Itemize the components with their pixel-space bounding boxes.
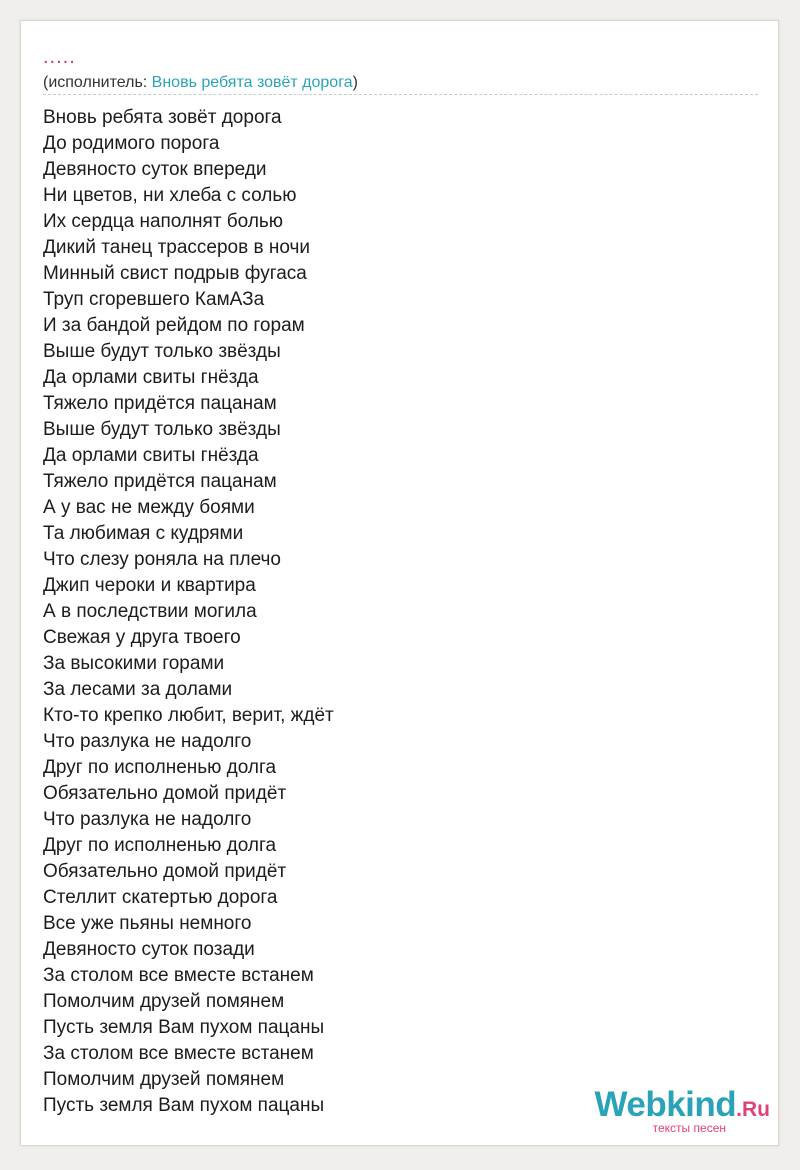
lyric-line: Девяносто суток впереди (43, 159, 267, 180)
logo-suffix: .Ru (736, 1098, 770, 1121)
lyric-line: Девяносто суток позади (43, 939, 255, 960)
lyric-line: Тяжело придётся пацанам (43, 393, 277, 414)
lyric-line: Вновь ребята зовёт дорога (43, 107, 282, 128)
lyric-line: Друг по исполненью долга (43, 757, 277, 778)
lyric-line: Все уже пьяны немного (43, 913, 252, 934)
lyric-line: Обязательно домой придёт (43, 783, 287, 804)
webkind-logo[interactable] (570, 1087, 770, 1137)
lyric-line: За столом все вместе встанем (43, 965, 314, 986)
lyric-line: Тяжело придётся пацанам (43, 471, 277, 492)
lyric-line: Выше будут только звёзды (43, 419, 281, 440)
lyric-line: Что разлука не надолго (43, 809, 252, 830)
artist-line (43, 74, 358, 92)
lyric-line: Помолчим друзей помянем (43, 991, 285, 1012)
lyric-line: Выше будут только звёзды (43, 341, 281, 362)
artist-suffix: ) (352, 74, 358, 91)
lyric-line: Что разлука не надолго (43, 731, 252, 752)
logo-tagline: тексты песен (652, 1121, 726, 1135)
divider (43, 94, 758, 95)
lyric-line: Кто-то крепко любит, верит, ждёт (43, 705, 334, 726)
lyric-line: Помолчим друзей помянем (43, 1069, 285, 1090)
lyric-line: Дикий танец трассеров в ночи (43, 237, 311, 258)
lyric-line: А у вас не между боями (43, 497, 255, 518)
song-title: ..... (43, 46, 76, 68)
lyric-line: А в последствии могила (43, 601, 257, 622)
lyric-line: Стеллит скатертью дорога (43, 887, 278, 908)
lyric-line: Та любимая с кудрями (43, 523, 244, 544)
lyric-line: Минный свист подрыв фугаса (43, 263, 307, 284)
lyric-line: Пусть земля Вам пухом пацаны (43, 1095, 325, 1116)
lyrics-list (43, 105, 334, 1119)
lyric-line: Джип чероки и квартира (43, 575, 256, 596)
logo-name: Webkind (594, 1085, 737, 1124)
lyric-line: До родимого порога (43, 133, 220, 154)
artist-link[interactable]: Вновь ребята зовёт дорога (151, 74, 353, 91)
artist-prefix: (исполнитель: (43, 74, 152, 91)
lyric-line: Да орлами свиты гнёзда (43, 367, 259, 388)
lyric-line: За столом все вместе встанем (43, 1043, 314, 1064)
lyric-line: Что слезу роняла на плечо (43, 549, 281, 570)
lyrics-card (20, 20, 779, 1146)
lyric-line: Свежая у друга твоего (43, 627, 241, 648)
lyric-line: Ни цветов, ни хлеба с солью (43, 185, 297, 206)
lyric-line: Их сердца наполнят болью (43, 211, 284, 232)
lyric-line: Обязательно домой придёт (43, 861, 287, 882)
lyric-line: Да орлами свиты гнёзда (43, 445, 259, 466)
lyric-line: Пусть земля Вам пухом пацаны (43, 1017, 325, 1038)
lyric-line: За высокими горами (43, 653, 225, 674)
lyric-line: И за бандой рейдом по горам (43, 315, 305, 336)
lyric-line: За лесами за долами (43, 679, 233, 700)
lyric-line: Труп сгоревшего КамАЗа (43, 289, 265, 310)
lyric-line: Друг по исполненью долга (43, 835, 277, 856)
